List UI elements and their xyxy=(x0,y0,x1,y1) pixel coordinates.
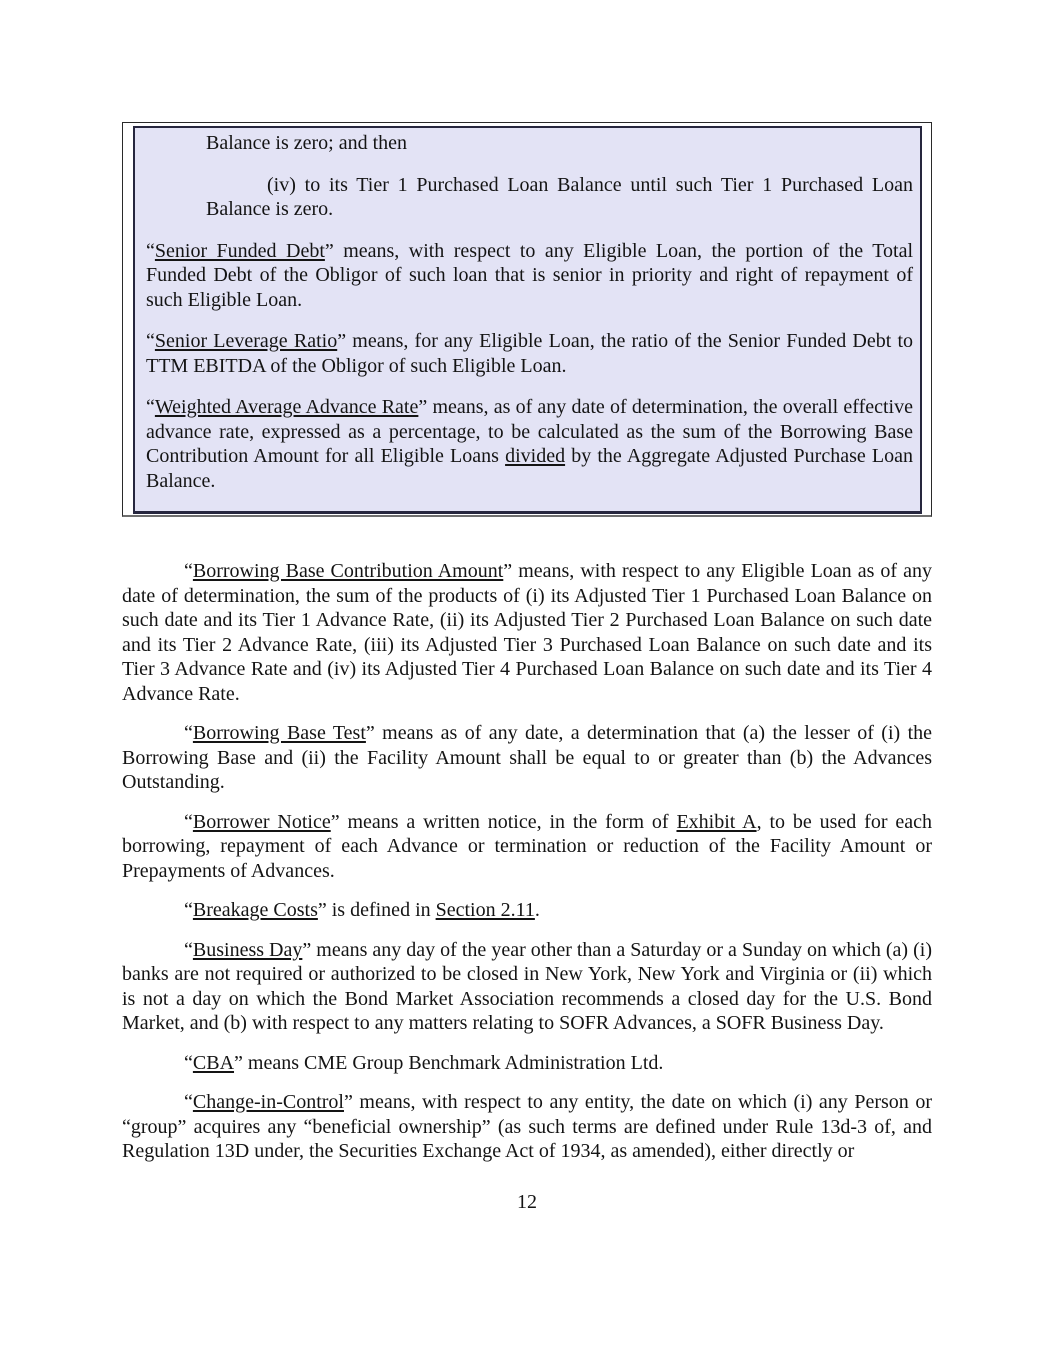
paragraph xyxy=(122,721,932,795)
callout-box-content xyxy=(146,131,913,493)
text-run: ” means, with respect to any Eligible Loan as of any date of determination, the sum of the products of (i) its Adjusted Tier 1 Purchased Loan Balance on such date and its Tier 1 Advance Rate, (ii) its Adjusted Tier 2 Purchased Loan Balance on such date and its Tier 2 Advance Rate, (iii) its Adjusted Tier 3 Purchased Loan Balance on such date and its Tier 3 Advance Rate and (iv) its Adjusted Tier 4 Purchased Loan Balance on such date and its Tier 4 Advance Rate. xyxy=(122,560,933,705)
text-run: “ xyxy=(184,722,193,744)
paragraph xyxy=(122,938,932,1036)
text-run: (iv) to its Tier 1 Purchased Loan Balance until such Tier 1 Purchased Loan Balance is zero. xyxy=(206,173,913,220)
defined-term: Borrowing Base Test xyxy=(192,722,366,744)
defined-term: Senior Funded Debt xyxy=(154,239,325,262)
paragraph xyxy=(122,1090,932,1164)
paragraph xyxy=(146,173,913,222)
defined-term: CBA xyxy=(192,1051,235,1074)
paragraph xyxy=(146,239,913,313)
paragraph xyxy=(146,329,913,378)
paragraph xyxy=(122,1051,932,1076)
callout-box-outer-frame xyxy=(122,122,932,517)
text-run: “ xyxy=(184,1091,193,1113)
defined-term: Exhibit A xyxy=(676,810,757,833)
text-run: by the Aggregate Adjusted Purchase Loan Balance. xyxy=(146,445,913,492)
defined-term: Weighted Average Advance Rate xyxy=(154,396,419,418)
text-run: ” means, for any Eligible Loan, the ratio of the Senior Funded Debt to TTM EBITDA of the Obligor of such Eligible Loan. xyxy=(146,330,913,377)
defined-term: Borrowing Base Contribution Amount xyxy=(192,560,504,582)
defined-term: Breakage Costs xyxy=(192,899,318,921)
defined-term: Borrower Notice xyxy=(192,810,331,833)
paragraph xyxy=(122,810,932,884)
paragraph xyxy=(122,559,932,706)
text-run: “ xyxy=(146,396,155,418)
text-run: ” means as of any date, a determination that (a) the lesser of (i) the Borrowing Base and (ii) the Facility Amount shall be equal to or greater than (b) the Advances Outstanding. xyxy=(122,722,933,793)
defined-term: Business Day xyxy=(192,938,303,961)
defined-term: Senior Leverage Ratio xyxy=(154,330,338,352)
page-number: 12 xyxy=(517,1190,537,1213)
text-run: ” means, as of any date of determination, the overall effective advance rate, expressed as a percentage, to be calculated as the sum of the Borrowing Base Contribution Amount for all Eligible Loans xyxy=(146,396,913,467)
paragraph xyxy=(146,395,913,493)
paragraph xyxy=(122,898,932,923)
text-run: “ xyxy=(184,899,193,921)
text-run: , to be used for each borrowing, repayment of each Advance or termination or reduction of the Facility Amount or Prepayments of Advances. xyxy=(122,810,932,882)
text-run: ” means CME Group Benchmark Administration Ltd. xyxy=(234,1051,664,1074)
callout-box xyxy=(133,126,922,514)
text-run: ” means any day of the year other than a Saturday or a Sunday on which (a) (i) banks are not required or authorized to be closed in New York, New York and Virginia or (ii) which is not a day on which the Bond Market Association recommends a closed day for the U.S. Bond Market, and (b) with respect to any matters relating to SOFR Advances, a SOFR Business Day. xyxy=(122,938,932,1034)
paragraph xyxy=(146,131,913,156)
text-run: “ xyxy=(184,810,193,833)
text-run: . xyxy=(534,899,540,921)
text-run: “ xyxy=(184,560,193,582)
text-run: “ xyxy=(146,239,155,262)
document-body xyxy=(122,559,932,1164)
text-run: ” is defined in xyxy=(317,899,436,921)
text-run: “ xyxy=(146,330,155,352)
defined-term: Change-in-Control xyxy=(192,1091,344,1113)
text-run: ” means a written notice, in the form of xyxy=(330,810,677,833)
defined-term: divided xyxy=(505,445,566,467)
text-run: “ xyxy=(184,938,193,961)
document-page xyxy=(122,0,932,1214)
text-run: “ xyxy=(184,1051,193,1074)
text-run: ” means, with respect to any Eligible Loan, the portion of the Total Funded Debt of the Obligor of such loan that is senior in priority and right of repayment of such Eligible Loan. xyxy=(146,239,914,311)
defined-term: Section 2.11 xyxy=(435,899,535,921)
text-run: Balance is zero; and then xyxy=(206,132,408,154)
text-run: ” means, with respect to any entity, the date on which (i) any Person or “group” acquires any “beneficial ownership” (as such terms are defined under Rule 13d-3 of, and Regulation 13D under, the Securities Exchange Act of 1934, as amended), either directly or xyxy=(122,1091,932,1162)
